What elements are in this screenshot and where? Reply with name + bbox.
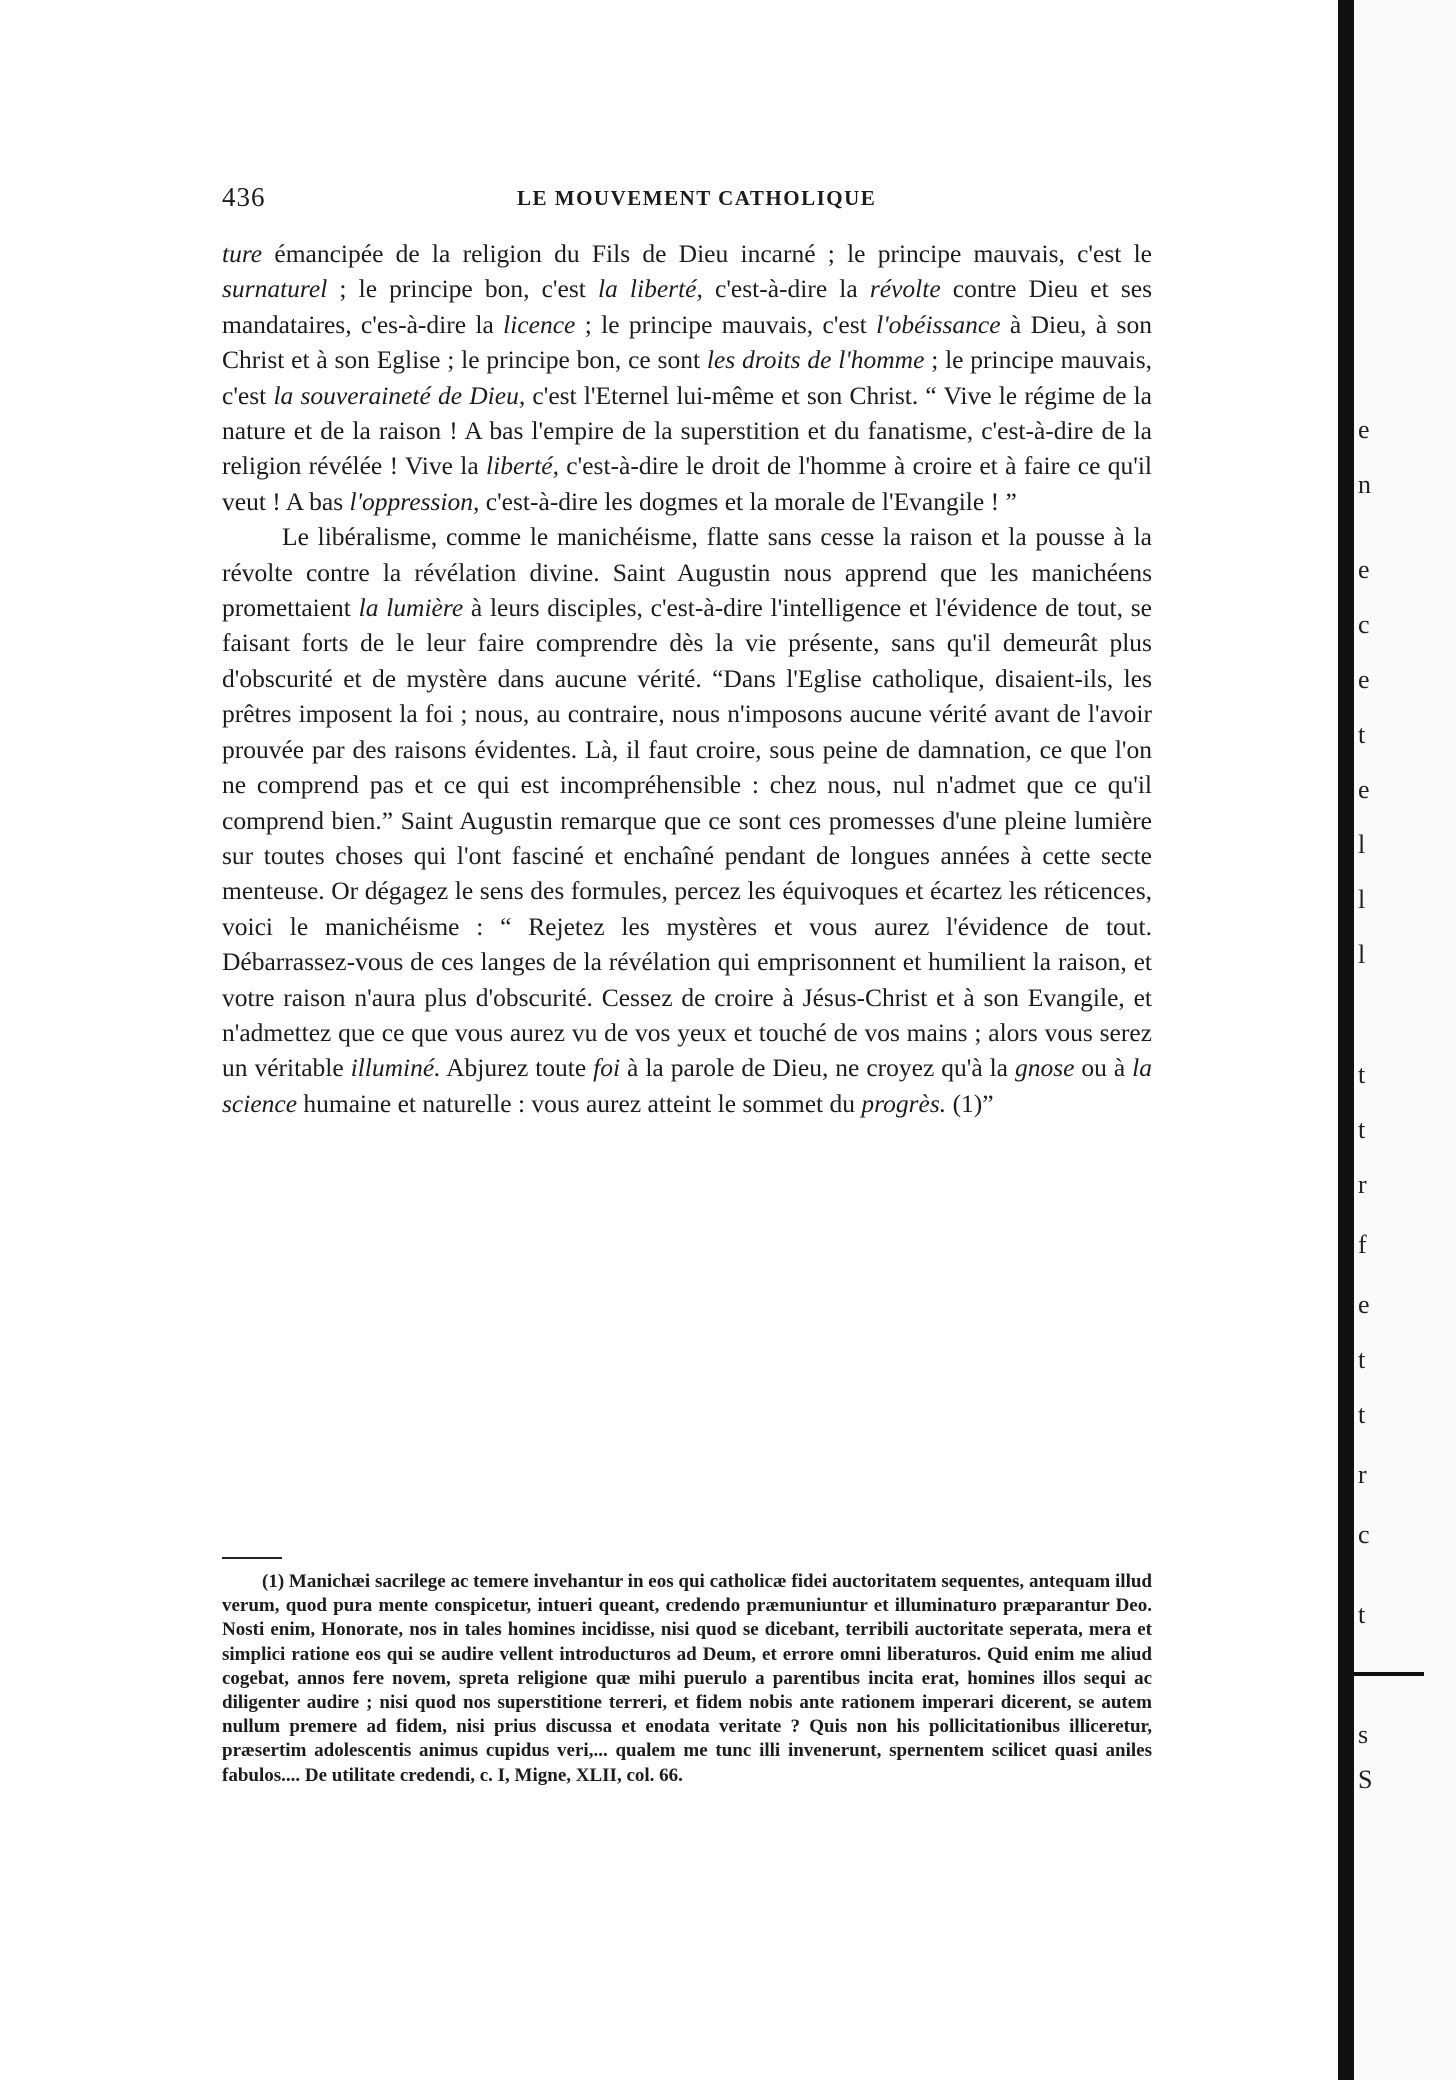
- italic-span: ture: [222, 239, 263, 268]
- main-text: [222, 236, 1152, 1121]
- italic-span: l'oppression,: [349, 486, 480, 516]
- italic-span: la souveraineté de Dieu,: [273, 380, 526, 410]
- text-span: émancipée de la religion du Fils de Dieu incarné ; le principe mauvais, c'est le: [262, 239, 1152, 268]
- italic-span: l'obéissance: [876, 309, 1001, 339]
- italic-span: les droits de l'homme: [706, 345, 925, 375]
- text-span: Abjurez toute: [440, 1053, 594, 1083]
- italic-span: foi: [593, 1053, 621, 1083]
- adjacent-page-fragment: r: [1358, 1170, 1367, 1199]
- italic-span: illuminé.: [350, 1053, 441, 1083]
- adjacent-page-fragment: t: [1358, 720, 1366, 749]
- text-span: ou à: [1074, 1053, 1133, 1083]
- running-title: LE MOUVEMENT CATHOLIQUE: [517, 186, 877, 210]
- text-span: ; le principe bon, c'est: [327, 274, 598, 304]
- adjacent-page-fragment: t: [1358, 1115, 1366, 1144]
- footnote-rule: [222, 1557, 282, 1559]
- adjacent-page-fragment: e: [1358, 1290, 1370, 1319]
- adjacent-page-fragment: t: [1358, 1600, 1366, 1629]
- text-span: à leurs disciples, c'est-à-dire l'intelligence et l'évidence de tout, se faisant forts de le leur faire comprendre dès la vie présente, sans qu'il demeurât plus d'obscurité et de mystère dans aucune vérité. “Dans l'Eglise catholique, disaient-ils, les prêtres imposent la foi ; nous, au contraire, nous n'imposons aucune vérité avant de l'avoir prouvée par des raisons évidentes. Là, il faut croire, sous peine de damnation, ce que l'on ne comprend pas et ce qui est incompréhensible : chez nous, nul n'admet que ce qu'il comprend bien.” Saint Augustin remarque que ce sont ces promesses d'une pleine lumière sur toutes choses qui l'ont fasciné et enchaîné pendant de longues années à cette secte menteuse. Or dégagez le sens des formules, percez les équivoques et écartez les réticences, voici le manichéisme : “ Rejetez les mystères et vous aurez l'évidence de tout. Débarrassez-vous de ces langes de la révélation qui emprisonnent et humilient la raison, et votre raison n'aura plus d'obscurité. Cessez de croire à Jésus-Christ et à son Evangile, et n'admettez que ce que vous aurez vu de vos yeux et touché de vos mains ; alors vous serez un véritable: [222, 593, 1152, 1083]
- footnote-text: (1) Manichæi sacrilege ac temere invehantur in eos qui catholicæ fidei auctoritatem sequentes, antequam illud verum, quod pura mente conspicetur, intueri queant, credendo præmuniuntur et illuminaturo præparantur Deo. Nosti enim, Honorate, nos in tales homines incidisse, nisi quod se dicebant, terribili auctoritate seperata, mera et simplici ratione eos qui se audire vellent introducturos ad Deum, et errore omni liberaturos. Quid enim me aliud cogebat, annos fere novem, spreta religione quæ mihi puerulo a parentibus incita erat, homines illos sequi ac diligenter audire ; nisi quod nos superstitione terreri, et fidem nobis ante rationem imperari dicerent, se autem nullum premere ad fidem, nisi prius discussa et enodata veritate ? Quis non his pollicitationibus illiceretur, præsertim adolescentis animus cupidus veri,... qualem me tunc illi invenerunt, spernentem scilicet quasi aniles fabulos.... De utilitate credendi, c. I, Migne, XLII, col. 66.: [222, 1571, 1152, 1786]
- italic-span: la lumière: [358, 593, 464, 623]
- italic-span: la science: [222, 1053, 1152, 1118]
- italic-span: licence: [503, 309, 576, 339]
- text-span: c'est-à-dire le droit de l'homme à croire et à faire ce qu'il veut ! A bas: [222, 451, 1152, 516]
- adjacent-page-fragment: f: [1358, 1230, 1367, 1259]
- adjacent-page-fragment: e: [1358, 415, 1370, 444]
- adjacent-page-fragment: s: [1358, 1720, 1369, 1749]
- page-gutter: [1338, 0, 1354, 2080]
- italic-span: révolte: [869, 274, 941, 304]
- text-span: c'est l'Eternel lui-même et son Christ. “ Vive le régime de la nature et de la raison ! A bas l'empire de la superstition et du fanatisme, c'est-à-dire de la religion révélée ! Vive la: [222, 380, 1152, 481]
- text-span: c'est-à-dire les dogmes et la morale de l'Evangile ! ”: [479, 486, 1017, 516]
- text-span: contre Dieu et ses mandataires, c'es-à-dire la: [222, 274, 1153, 339]
- text-span: Le libéralisme, comme le manichéisme, flatte sans cesse la raison et la pousse à la révolte contre la révélation divine. Saint Augustin nous apprend que les manichéens promettaient: [222, 522, 1152, 623]
- adjacent-page-fragment: t: [1358, 1400, 1366, 1429]
- text-span: humaine et naturelle : vous aurez atteint le sommet du: [297, 1088, 862, 1118]
- text-span: à la parole de Dieu, ne croyez qu'à la: [620, 1053, 1015, 1083]
- text-span: à Dieu, à son Christ et à son Eglise ; le principe bon, ce sont: [222, 309, 1152, 375]
- adjacent-page-fragment: n: [1358, 470, 1371, 499]
- text-span: ; le principe mauvais, c'est: [222, 345, 1153, 410]
- text-span: (1)”: [946, 1088, 994, 1118]
- adjacent-page-fragment: l: [1358, 885, 1366, 914]
- adjacent-page-fragment: l: [1358, 830, 1366, 859]
- adjacent-page-fragment: e: [1358, 775, 1370, 804]
- page-number: 436: [222, 182, 266, 212]
- italic-span: la liberté,: [597, 274, 703, 304]
- italic-span: surnaturel: [222, 274, 328, 304]
- adjacent-page-fragment: t: [1358, 1345, 1366, 1374]
- adjacent-page-fragment: l: [1358, 940, 1366, 969]
- italic-span: progrès.: [861, 1088, 947, 1118]
- footnote: [222, 1570, 1152, 1788]
- adjacent-page-fragment: S: [1358, 1765, 1373, 1794]
- adjacent-page-fragment: e: [1358, 665, 1370, 694]
- adjacent-page-edge: [1354, 0, 1456, 2080]
- adjacent-page-fragment: r: [1358, 1460, 1367, 1489]
- italic-span: liberté,: [486, 451, 559, 481]
- paragraph-1: [222, 236, 1152, 519]
- adjacent-page-fragment: t: [1358, 1060, 1366, 1089]
- adjacent-page-fragment: e: [1358, 555, 1370, 584]
- adjacent-page-rule: [1354, 1672, 1424, 1676]
- text-span: ; le principe mauvais, c'est: [575, 309, 877, 339]
- adjacent-page-fragment: c: [1358, 610, 1370, 639]
- text-span: c'est-à-dire la: [702, 274, 870, 304]
- paragraph-2: [222, 519, 1152, 1121]
- adjacent-page-fragment: c: [1358, 1520, 1370, 1549]
- page-header: [222, 182, 1152, 222]
- italic-span: gnose: [1014, 1053, 1075, 1083]
